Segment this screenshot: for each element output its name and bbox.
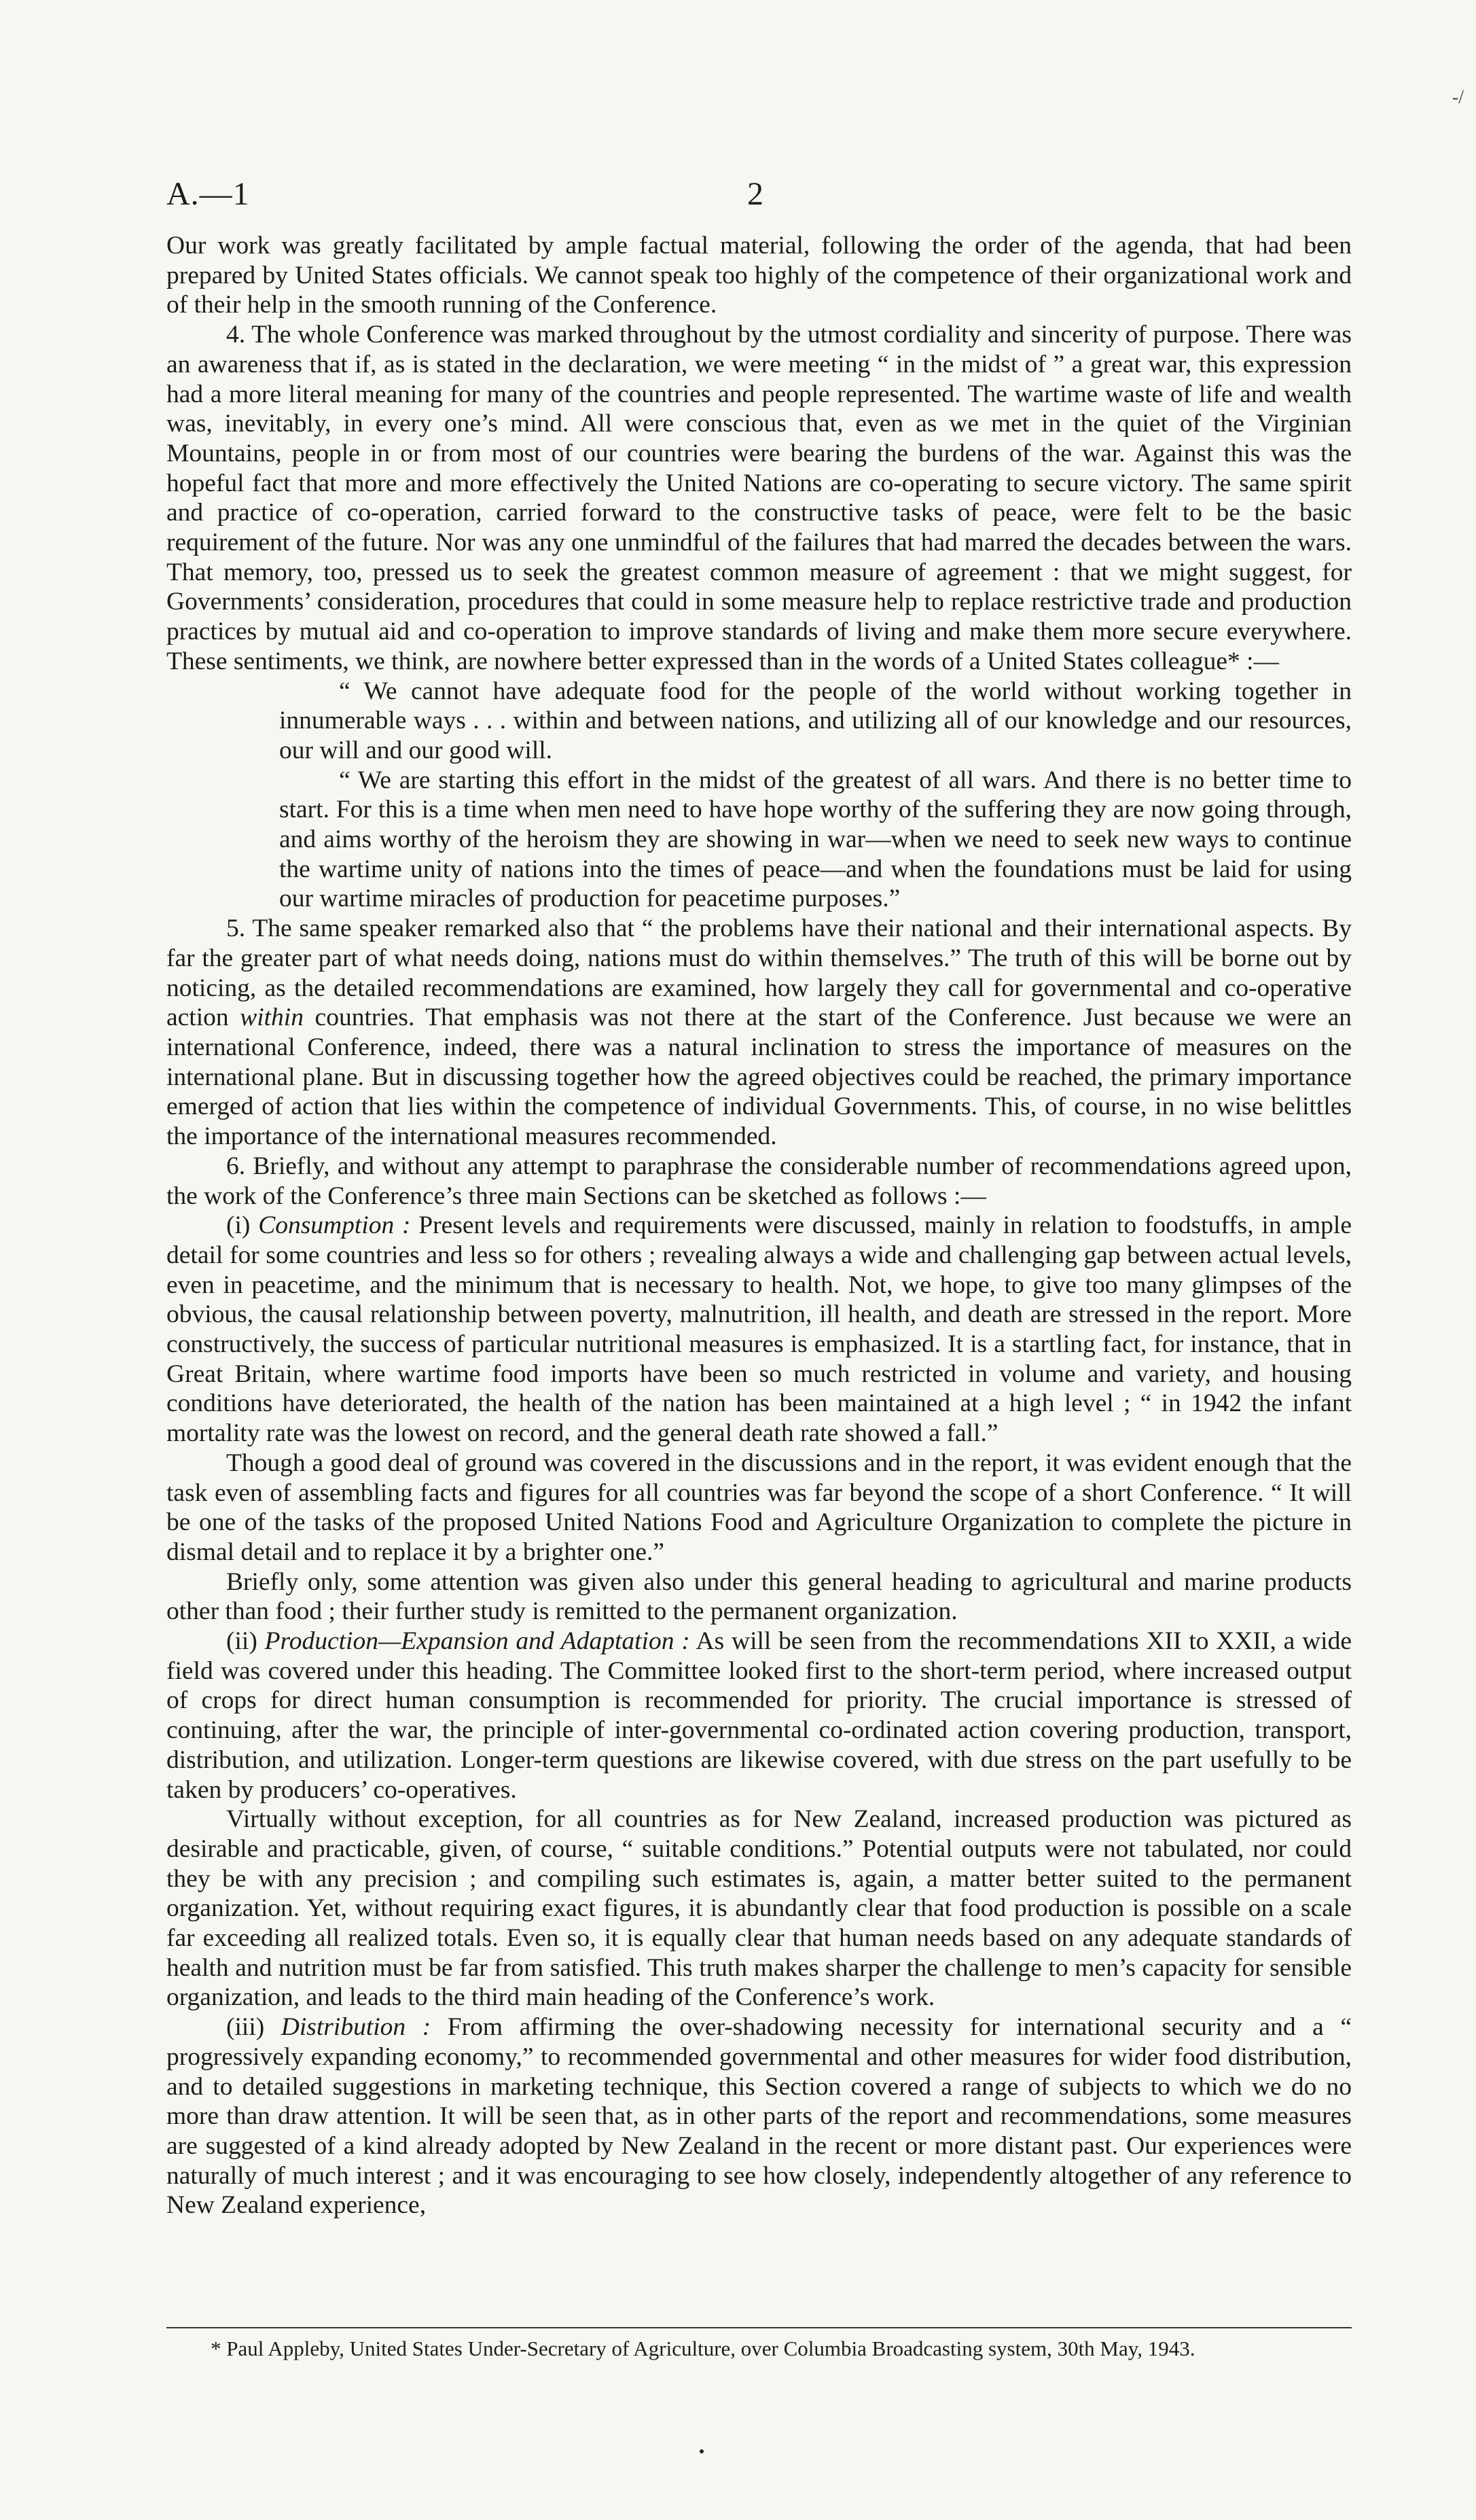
paragraph-continuation: Our work was greatly facilitated by ample factual material, following the order of the agenda, that had been prepared by United States officials. We cannot speak too highly of the competence of their organizational work and of their help in the smooth running of the Conference. xyxy=(166,232,1352,319)
block-quote xyxy=(279,677,1352,915)
paragraph-5 xyxy=(166,914,1352,1152)
section-text: Present levels and requirements were discussed, mainly in relation to foodstuffs, in ample detail for some countries and less so for others ; revealing always a wide and challenging gap between actual levels, even in peacetime, and the minimum that is necessary to health. Not, we hope, to give too many glimpses of the obvious, the causal relationship between poverty, malnutrition, ill health, and death are stressed in the report. More constructively, the success of particular nutritional measures is emphasized. It is a startling fact, for instance, that in Great Britain, where wartime food imports have been so much restricted in volume and variety, and housing conditions have deteriorated, the health of the nation has been maintained at a high level ; “ in 1942 the infant mortality rate was the lowest on record, and the general death rate showed a fall.” xyxy=(166,1211,1352,1448)
section-number: (iii) xyxy=(226,2013,281,2042)
corner-mark: -/ xyxy=(1452,87,1464,108)
section-heading: Production—Expansion and Adaptation : xyxy=(264,1627,690,1656)
body-text xyxy=(166,231,1352,2220)
consumption-paragraph-2: Though a good deal of ground was covered in the discussions and in the report, it was evident enough that the task even of assembling facts and figures for all countries was far beyond the scope of a short Conference. “ It will be one of the tasks of the proposed United Nations Food and Agriculture Organization to complete the picture in dismal detail and to replace it by a brighter one.” xyxy=(166,1449,1352,1566)
section-text: As will be seen from the recommendations XII to XXII, a wide field was covered under this heading. The Committee looked first to the short-term period, where increased output of crops for direct human consumption is recommended for priority. The crucial importance is stressed of continuing, after the war, the principle of inter-governmental co-ordinated action covering production, transport, distribution, and utilization. Longer-term questions are likewise covered, with due stress on the part usefully to be taken by producers’ co-operatives. xyxy=(166,1627,1352,1804)
footnote-divider xyxy=(166,2327,1352,2328)
paragraph-5-text-b: countries. That emphasis was not there at the start of the Conference. Just because we were an international Conference, indeed, there was a natural inclination to stress the importance of measures on the international plane. But in discussing together how the agreed objectives could be reached, the primary importance emerged of action that lies within the competence of individual Governments. This, of course, in no wise belittles the importance of the international measures recommended. xyxy=(166,1004,1352,1151)
section-consumption xyxy=(166,1211,1352,1449)
section-distribution xyxy=(166,2012,1352,2220)
section-heading: Distribution : xyxy=(281,2013,431,2042)
section-number: (i) xyxy=(226,1211,259,1240)
paragraph-4: 4. The whole Conference was marked throughout by the utmost cordiality and sincerity of purpose. There was an awareness that if, as is stated in the declaration, we were meeting “ in the midst of ” a great war, this expression had a more literal meaning for many of the countries and people represented. The wartime waste of life and wealth was, inevitably, in every one’s mind. All were conscious that, even as we met in the quiet of the Virginian Mountains, people in or from most of our countries were bearing the burdens of the war. Against this was the hopeful fact that more and more effectively the United Nations are co-operating to secure victory. The same spirit and practice of co-operation, carried forward to the constructive tasks of peace, were felt to be the basic requirement of the future. Nor was any one unmindful of the failures that had marred the decades between the wars. That memory, too, pressed us to seek the greatest common measure of agreement : that we might suggest, for Governments’ consideration, procedures that could in some measure help to replace restrictive trade and production practices by mutual aid and co-operation to improve standards of living and make them more secure everywhere. These sentiments, we think, are nowhere better expressed than in the words of a United States colleague* :— xyxy=(166,321,1352,675)
section-production xyxy=(166,1627,1352,1805)
stray-dot xyxy=(700,2449,704,2453)
page-number: 2 xyxy=(747,176,763,212)
consumption-paragraph-3: Briefly only, some attention was given also under this general heading to agricultural and marine products other than food ; their further study is remitted to the permanent organization. xyxy=(166,1567,1352,1626)
production-paragraph-2: Virtually without exception, for all countries as for New Zealand, increased production was pictured as desirable and practicable, given, of course, “ suitable conditions.” Potential outputs were not tabulated, nor could they be with any precision ; and compiling such estimates is, again, a matter better suited to the permanent organization. Yet, without requiring exact figures, it is abundantly clear that food production is possible on a scale far exceeding all realized totals. Even so, it is equally clear that human needs based on any adequate standards of health and nutrition must be far from satisfied. This truth makes sharper the challenge to men’s capacity for sensible organization, and leads to the third main heading of the Conference’s work. xyxy=(166,1805,1352,2012)
paragraph-5-emphasis: within xyxy=(240,1004,304,1032)
paragraph-6: 6. Briefly, and without any attempt to paraphrase the considerable number of recommendations agreed upon, the work of the Conference’s three main Sections can be sketched as follows :— xyxy=(166,1152,1352,1210)
page-header xyxy=(166,175,1306,216)
footnote: * Paul Appleby, United States Under-Secretary of Agriculture, over Columbia Broadcasting system, 30th May, 1943. xyxy=(211,2337,1195,2360)
section-text: From affirming the over-shadowing necessity for international security and a “ progressively expanding economy,” to recommended governmental and other measures for wider food distribution, and to detailed suggestions in marketing technique, this Section covered a range of subjects to which we do no more than draw attention. It will be seen that, as in other parts of the report and recommendations, some measures are suggested of a kind already adopted by New Zealand in the recent or more distant past. Our experiences were naturally of much interest ; and it was encouraging to see how closely, independently altogether of any reference to New Zealand experience, xyxy=(166,2013,1352,2220)
section-number: (ii) xyxy=(226,1627,265,1656)
paragraph-5-text-a: 5. The same speaker remarked also that “ the problems have their national and their international aspects. By far the greater part of what needs doing, nations must do within themselves.” The truth of this will be borne out by noticing, as the detailed recommendations are examined, how largely they call for governmental and co-operative action xyxy=(166,915,1352,1032)
document-reference: A.—1 xyxy=(166,176,250,212)
quote-paragraph-1: “ We cannot have adequate food for the people of the world without working together in innumerable ways . . . within and between nations, and utilizing all of our knowledge and our resources, our will and our good will. xyxy=(279,677,1352,764)
section-heading: Consumption : xyxy=(258,1211,411,1240)
quote-paragraph-2: “ We are starting this effort in the midst of the greatest of all wars. And there is no better time to start. For this is a time when men need to have hope worthy of the suffering they are now going through, and aims worthy of the heroism they are showing in war—when we need to seek new ways to continue the wartime unity of nations into the times of peace—and when the foundations must be laid for using our wartime miracles of production for peacetime purposes.” xyxy=(279,766,1352,913)
